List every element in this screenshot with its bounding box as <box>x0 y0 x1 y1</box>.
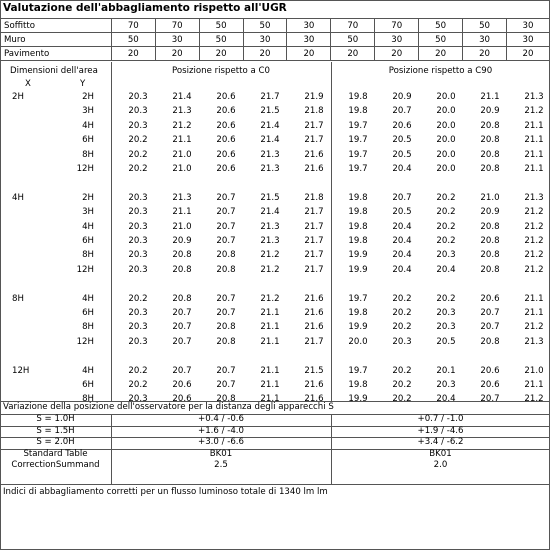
ugr-value: 21.8 <box>304 106 324 117</box>
ugr-value: 19.8 <box>348 192 368 203</box>
ugr-value: 19.8 <box>348 308 368 318</box>
ugr-value: 20.3 <box>128 106 148 117</box>
ugr-value: 21.1 <box>260 380 280 390</box>
ugr-value: 20.3 <box>128 308 148 318</box>
ugr-value: 20.2 <box>128 365 148 376</box>
c90-variation: +0.7 / -1.0 <box>417 414 464 424</box>
ugr-value: 21.1 <box>260 394 280 405</box>
reflectance-cell: 30 <box>287 33 331 47</box>
ugr-value: 21.5 <box>304 365 324 376</box>
ugr-value: 20.8 <box>216 322 236 333</box>
ugr-value: 20.8 <box>172 264 192 275</box>
ugr-value: 21.1 <box>260 308 280 318</box>
ugr-value: 21.1 <box>260 322 280 333</box>
reflectance-cell: 50 <box>111 33 155 47</box>
dimension-label: Dimensioni dell'area <box>10 66 98 76</box>
ugr-value: 19.8 <box>348 106 368 117</box>
ugr-value: 19.8 <box>348 380 368 390</box>
ugr-value: 20.6 <box>216 149 236 160</box>
header-row-label: Muro <box>1 33 112 47</box>
ugr-value: 20.2 <box>392 394 412 405</box>
reflectance-cell: 30 <box>463 33 507 47</box>
ugr-value: 20.9 <box>480 106 500 117</box>
area-y-label: 8H <box>82 149 94 160</box>
ugr-value: 20.3 <box>392 336 412 347</box>
ugr-value: 21.2 <box>524 207 544 218</box>
ugr-value: 20.4 <box>392 250 412 261</box>
reflectance-cell: 50 <box>243 19 287 33</box>
ugr-value: 19.7 <box>348 135 368 146</box>
spacing-label: S = 2.0H <box>36 437 75 448</box>
ugr-value: 21.0 <box>480 192 500 203</box>
ugr-value: 20.3 <box>128 250 148 261</box>
reflectance-cell: 20 <box>199 47 243 61</box>
ugr-value: 21.3 <box>524 92 544 102</box>
ugr-value: 21.4 <box>260 120 280 131</box>
ugr-value: 20.0 <box>436 149 456 160</box>
ugr-value: 20.3 <box>128 236 148 246</box>
ugr-value: 20.2 <box>128 293 148 304</box>
ugr-value: 21.7 <box>304 336 324 347</box>
ugr-value: 20.4 <box>436 264 456 275</box>
ugr-value: 20.2 <box>436 236 456 246</box>
ugr-value: 20.8 <box>480 264 500 275</box>
ugr-value: 21.2 <box>524 221 544 232</box>
correction-c0: 2.5 <box>214 460 228 471</box>
ugr-value: 20.8 <box>480 120 500 131</box>
c0-variation: +3.0 / -6.6 <box>198 437 244 448</box>
ugr-value: 20.6 <box>480 293 500 304</box>
area-y-label: 4H <box>82 365 94 376</box>
area-x-label: 2H <box>12 92 24 102</box>
ugr-value: 20.0 <box>436 106 456 117</box>
reflectance-cell: 20 <box>287 47 331 61</box>
ugr-value: 21.1 <box>524 380 544 390</box>
ugr-value: 21.0 <box>172 164 192 174</box>
ugr-value: 20.3 <box>436 322 456 333</box>
ugr-value: 20.3 <box>128 221 148 232</box>
spacing-label: S = 1.0H <box>36 414 75 424</box>
reflectance-cell: 20 <box>155 47 199 61</box>
ugr-value: 21.5 <box>260 106 280 117</box>
ugr-value: 20.2 <box>128 149 148 160</box>
ugr-value: 20.5 <box>392 135 412 146</box>
ugr-value: 20.7 <box>480 394 500 405</box>
reflectance-cell: 30 <box>155 33 199 47</box>
ugr-value: 20.7 <box>216 236 236 246</box>
ugr-value: 21.1 <box>524 149 544 160</box>
ugr-value: 19.7 <box>348 120 368 131</box>
ugr-value: 20.7 <box>480 322 500 333</box>
ugr-value: 20.0 <box>436 164 456 174</box>
ugr-value: 20.7 <box>216 308 236 318</box>
c0-variation: +0.4 / -0.6 <box>198 414 244 424</box>
reflectance-header <box>0 18 550 61</box>
ugr-value: 20.7 <box>172 308 192 318</box>
area-y-label: 6H <box>82 135 94 146</box>
ugr-value: 21.6 <box>304 322 324 333</box>
ugr-value: 20.1 <box>436 365 456 376</box>
ugr-value: 20.6 <box>172 394 192 405</box>
reflectance-cell: 50 <box>331 33 375 47</box>
ugr-value: 20.0 <box>436 120 456 131</box>
header-row <box>1 19 550 33</box>
ugr-value: 20.2 <box>128 135 148 146</box>
ugr-value: 21.1 <box>480 92 500 102</box>
ugr-value: 19.7 <box>348 164 368 174</box>
ugr-value: 21.1 <box>260 336 280 347</box>
area-y-label: 8H <box>82 250 94 261</box>
ugr-value: 20.7 <box>216 365 236 376</box>
ugr-value: 20.8 <box>216 264 236 275</box>
reflectance-cell: 70 <box>155 19 199 33</box>
ugr-value: 21.1 <box>524 293 544 304</box>
ugr-value: 20.5 <box>436 336 456 347</box>
reflectance-cell: 30 <box>375 33 419 47</box>
ugr-value: 20.4 <box>392 164 412 174</box>
ugr-value: 21.4 <box>260 207 280 218</box>
ugr-value: 20.7 <box>216 221 236 232</box>
reflectance-cell: 70 <box>375 19 419 33</box>
ugr-value: 20.9 <box>480 207 500 218</box>
header-row <box>1 33 550 47</box>
ugr-value: 21.7 <box>304 135 324 146</box>
ugr-value: 21.1 <box>524 164 544 174</box>
ugr-value: 20.7 <box>172 336 192 347</box>
ugr-value: 20.7 <box>480 308 500 318</box>
ugr-value: 20.0 <box>436 135 456 146</box>
correction-c90: 2.0 <box>433 460 448 471</box>
ugr-value: 20.8 <box>480 250 500 261</box>
reflectance-cell: 50 <box>199 33 243 47</box>
ugr-value: 21.0 <box>172 221 192 232</box>
ugr-value: 19.9 <box>348 250 368 261</box>
ugr-value: 20.8 <box>480 336 500 347</box>
ugr-value: 20.3 <box>128 192 148 203</box>
ugr-value: 20.8 <box>216 250 236 261</box>
reflectance-cell: 20 <box>463 47 507 61</box>
reflectance-cell: 20 <box>506 47 549 61</box>
ugr-value: 20.2 <box>128 380 148 390</box>
ugr-value: 21.4 <box>172 92 192 102</box>
ugr-value: 20.7 <box>172 365 192 376</box>
ugr-value: 19.9 <box>348 394 368 405</box>
ugr-value: 20.7 <box>392 192 412 203</box>
ugr-value: 20.6 <box>216 164 236 174</box>
ugr-value: 20.8 <box>480 221 500 232</box>
area-y-label: 4H <box>82 293 94 304</box>
reflectance-cell: 30 <box>243 33 287 47</box>
reflectance-cell: 30 <box>506 33 549 47</box>
reflectance-cell: 50 <box>199 19 243 33</box>
ugr-value: 20.2 <box>436 207 456 218</box>
ugr-value: 21.2 <box>524 106 544 117</box>
ugr-value: 21.7 <box>304 264 324 275</box>
ugr-value: 21.1 <box>172 135 192 146</box>
ugr-value: 20.2 <box>392 380 412 390</box>
ugr-value: 21.6 <box>304 394 324 405</box>
reflectance-cell: 20 <box>111 47 155 61</box>
ugr-value: 20.7 <box>216 380 236 390</box>
ugr-value: 21.7 <box>260 92 280 102</box>
c90-variation: +1.9 / -4.6 <box>417 425 464 436</box>
spacing-label: S = 1.5H <box>36 425 75 436</box>
ugr-value: 21.6 <box>304 164 324 174</box>
area-y-label: 4H <box>82 221 94 232</box>
standard-table-label: Standard Table <box>23 448 88 459</box>
ugr-value: 21.7 <box>304 207 324 218</box>
ugr-value: 21.7 <box>304 250 324 261</box>
ugr-value: 21.4 <box>260 135 280 146</box>
ugr-value: 20.8 <box>480 135 500 146</box>
ugr-value: 19.9 <box>348 322 368 333</box>
area-y-label: 6H <box>82 380 94 390</box>
ugr-value: 20.6 <box>480 380 500 390</box>
c0-label: Posizione rispetto a C0 <box>172 66 270 76</box>
ugr-value: 20.3 <box>128 92 148 102</box>
reflectance-cell: 70 <box>331 19 375 33</box>
ugr-value: 20.8 <box>480 236 500 246</box>
ugr-value: 21.1 <box>172 207 192 218</box>
ugr-value: 19.9 <box>348 264 368 275</box>
ugr-value: 19.8 <box>348 221 368 232</box>
ugr-value: 20.3 <box>128 394 148 405</box>
area-y-label: 8H <box>82 394 94 405</box>
ugr-value: 21.1 <box>524 120 544 131</box>
ugr-value: 19.7 <box>348 149 368 160</box>
ugr-value: 21.5 <box>260 192 280 203</box>
ugr-value: 21.6 <box>304 380 324 390</box>
area-y-label: 3H <box>82 207 94 218</box>
ugr-value: 21.2 <box>524 264 544 275</box>
header-row <box>1 47 550 61</box>
ugr-value: 20.7 <box>172 322 192 333</box>
ugr-value: 21.2 <box>260 264 280 275</box>
reflectance-cell: 70 <box>111 19 155 33</box>
ugr-value: 21.2 <box>524 250 544 261</box>
c0-variation: +1.6 / -4.0 <box>198 425 244 436</box>
ugr-value: 20.8 <box>172 293 192 304</box>
ugr-value: 20.3 <box>436 250 456 261</box>
ugr-value: 20.6 <box>216 106 236 117</box>
reflectance-cell: 30 <box>287 19 331 33</box>
ugr-value: 20.0 <box>348 336 368 347</box>
variation-title: Variazione della posizione dell'osservatore per la distanza degli apparecchi S <box>3 402 334 412</box>
ugr-value: 20.4 <box>392 264 412 275</box>
ugr-value: 20.5 <box>392 149 412 160</box>
ugr-value: 20.6 <box>216 120 236 131</box>
area-y-label: 12H <box>76 264 94 275</box>
area-y-label: 6H <box>82 236 94 246</box>
ugr-value: 20.6 <box>480 365 500 376</box>
ugr-value: 20.2 <box>392 293 412 304</box>
ugr-value: 20.7 <box>216 192 236 203</box>
ugr-value: 21.6 <box>304 308 324 318</box>
ugr-value: 20.2 <box>436 221 456 232</box>
area-y-label: 6H <box>82 308 94 318</box>
reflectance-cell: 30 <box>506 19 549 33</box>
ugr-value: 21.7 <box>304 236 324 246</box>
ugr-value: 20.8 <box>480 164 500 174</box>
dimension-header <box>0 62 550 92</box>
ugr-value: 20.3 <box>436 380 456 390</box>
standard-c0: BK01 <box>209 448 233 459</box>
ugr-value: 21.2 <box>260 293 280 304</box>
ugr-value: 21.0 <box>524 365 544 376</box>
ugr-value: 20.9 <box>172 236 192 246</box>
ugr-value: 20.6 <box>172 380 192 390</box>
ugr-value: 19.8 <box>348 92 368 102</box>
area-y-label: 12H <box>76 164 94 174</box>
area-y-label: 2H <box>82 192 94 203</box>
header-row-label: Soffitto <box>1 19 112 33</box>
ugr-value: 21.1 <box>524 135 544 146</box>
ugr-value: 21.3 <box>172 192 192 203</box>
area-x-label: 4H <box>12 192 24 203</box>
ugr-value: 20.3 <box>128 336 148 347</box>
reflectance-cell: 20 <box>419 47 463 61</box>
ugr-value: 20.2 <box>436 293 456 304</box>
ugr-value: 21.3 <box>260 236 280 246</box>
c90-label: Posizione rispetto a C90 <box>388 66 493 76</box>
ugr-value: 21.7 <box>304 221 324 232</box>
ugr-value: 21.1 <box>524 308 544 318</box>
ugr-value: 21.9 <box>304 92 324 102</box>
area-y-label: 8H <box>82 322 94 333</box>
ugr-value: 20.2 <box>436 192 456 203</box>
ugr-value: 21.2 <box>524 236 544 246</box>
standard-c90: BK01 <box>429 448 452 459</box>
ugr-value: 21.2 <box>524 322 544 333</box>
ugr-value: 21.3 <box>260 149 280 160</box>
area-y-label: 3H <box>82 106 94 117</box>
ugr-value: 20.7 <box>392 106 412 117</box>
reflectance-cell: 50 <box>419 33 463 47</box>
ugr-value: 19.8 <box>348 236 368 246</box>
reflectance-cell: 20 <box>243 47 287 61</box>
ugr-value: 20.5 <box>392 207 412 218</box>
ugr-value: 19.8 <box>348 207 368 218</box>
ugr-value: 20.6 <box>392 120 412 131</box>
header-row-label: Pavimento <box>1 47 112 61</box>
ugr-value: 20.9 <box>392 92 412 102</box>
ugr-value: 20.3 <box>128 120 148 131</box>
ugr-value: 20.2 <box>392 365 412 376</box>
ugr-value: 20.3 <box>436 308 456 318</box>
ugr-value: 21.8 <box>304 192 324 203</box>
ugr-value: 21.2 <box>172 120 192 131</box>
area-x-label: 8H <box>12 293 24 304</box>
ugr-value: 21.6 <box>304 149 324 160</box>
reflectance-cell: 50 <box>419 19 463 33</box>
ugr-value: 21.3 <box>524 192 544 203</box>
ugr-value: 21.3 <box>260 164 280 174</box>
reflectance-cell: 20 <box>331 47 375 61</box>
area-y-label: 4H <box>82 120 94 131</box>
ugr-value: 20.3 <box>128 322 148 333</box>
ugr-value: 20.2 <box>128 164 148 174</box>
ugr-value: 20.8 <box>172 250 192 261</box>
ugr-value: 20.8 <box>216 394 236 405</box>
ugr-value: 20.3 <box>128 207 148 218</box>
reflectance-cell: 20 <box>375 47 419 61</box>
ugr-value: 21.3 <box>260 221 280 232</box>
ugr-value: 19.7 <box>348 365 368 376</box>
ugr-value: 20.3 <box>128 264 148 275</box>
ugr-value: 20.7 <box>216 293 236 304</box>
correction-label: CorrectionSummand <box>11 460 100 471</box>
ugr-value: 20.6 <box>216 135 236 146</box>
ugr-value: 20.8 <box>480 149 500 160</box>
ugr-value: 20.7 <box>216 207 236 218</box>
footnote: Indici di abbagliamento corretti per un flusso luminoso totale di 1340 lm lm <box>3 487 328 497</box>
ugr-value: 21.2 <box>524 394 544 405</box>
reflectance-cell: 50 <box>463 19 507 33</box>
ugr-value: 20.8 <box>216 336 236 347</box>
ugr-value: 21.6 <box>304 293 324 304</box>
ugr-value: 20.6 <box>216 92 236 102</box>
ugr-value: 20.4 <box>392 221 412 232</box>
ugr-value: 21.3 <box>172 106 192 117</box>
ugr-value: 21.0 <box>172 149 192 160</box>
area-x-label: 12H <box>12 365 30 376</box>
ugr-value: 20.4 <box>436 394 456 405</box>
x-label: X <box>25 79 31 89</box>
ugr-value: 21.1 <box>260 365 280 376</box>
ugr-value: 19.7 <box>348 293 368 304</box>
ugr-value: 21.2 <box>260 250 280 261</box>
ugr-value: 21.7 <box>304 120 324 131</box>
ugr-value: 20.0 <box>436 92 456 102</box>
table-title: Valutazione dell'abbagliamento rispetto all'UGR <box>3 2 287 14</box>
area-y-label: 2H <box>82 92 94 102</box>
ugr-value: 20.2 <box>392 308 412 318</box>
y-label: Y <box>80 79 86 89</box>
ugr-value: 21.3 <box>524 336 544 347</box>
area-y-label: 12H <box>76 336 94 347</box>
ugr-value: 20.2 <box>392 322 412 333</box>
ugr-value: 20.4 <box>392 236 412 246</box>
c90-variation: +3.4 / -6.2 <box>417 437 464 448</box>
